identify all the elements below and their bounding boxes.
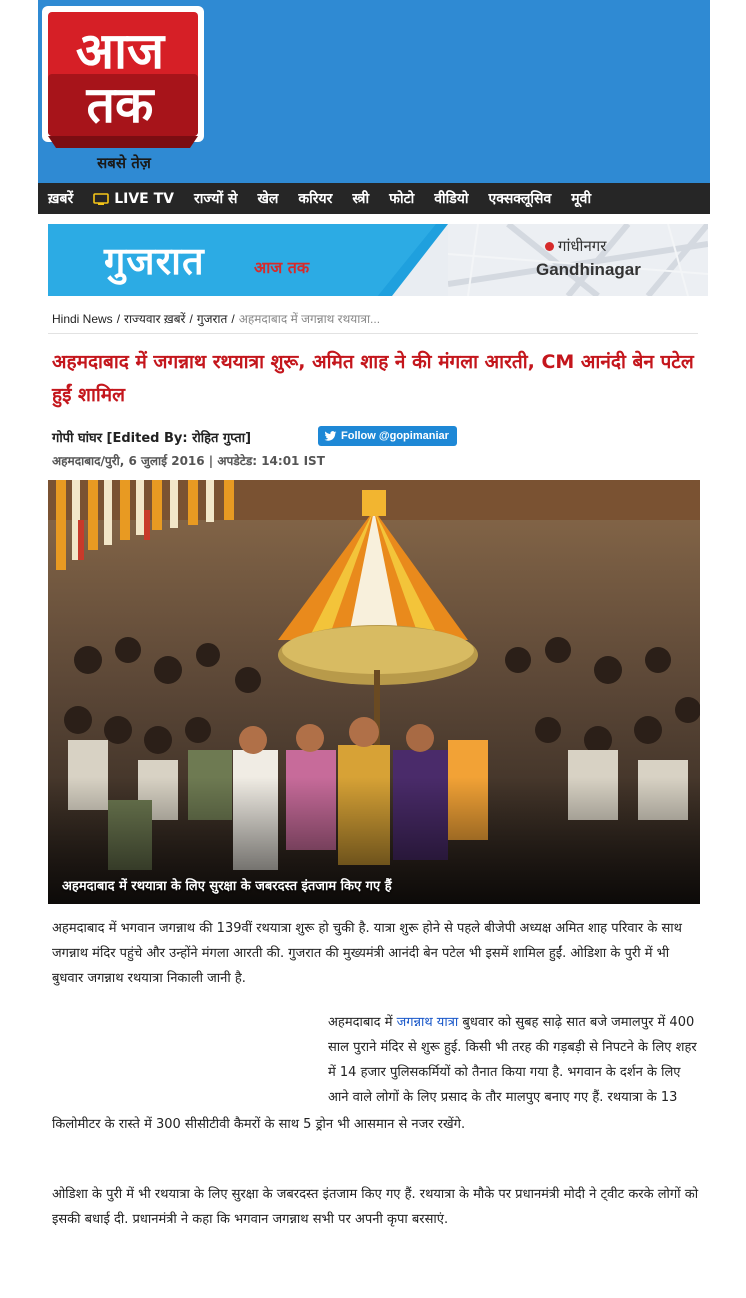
breadcrumb-home[interactable]: Hindi News: [52, 312, 113, 326]
page: [38, 0, 710, 1298]
nav-item-states[interactable]: राज्यों से: [193, 191, 238, 207]
svg-text:सबसे तेज़: सबसे तेज़: [97, 154, 151, 172]
svg-text:तक: तक: [86, 76, 154, 134]
article-image: [48, 480, 700, 904]
banner-subtitle: आज तक: [254, 258, 310, 277]
city-name-hindi: गांधीनगर: [558, 237, 607, 255]
map-pin-icon: [545, 242, 554, 251]
nav-item-exclusive[interactable]: एक्सक्लूसिव: [488, 191, 552, 207]
breadcrumb: Hindi News / राज्यवार ख़बरें / गुजरात / अहमदाबाद में जगन्नाथ रथयात्रा...: [52, 312, 381, 326]
article-dateline: अहमदाबाद/पुरी, 6 जुलाई 2016 | अपडेटेड: 14:01 IST: [52, 454, 325, 468]
image-caption: अहमदाबाद में रथयात्रा के लिए सुरक्षा के जबरदस्त इंतजाम किए गए हैं: [62, 879, 392, 894]
site-header: [38, 0, 710, 183]
divider: [48, 333, 698, 334]
nav-item-women[interactable]: स्त्री: [352, 191, 370, 207]
main-nav: [38, 183, 710, 214]
jagannath-yatra-link[interactable]: जगन्नाथ यात्रा: [396, 1015, 459, 1030]
nav-item-movie[interactable]: मूवी: [571, 191, 592, 207]
city-name-english: Gandhinagar: [536, 260, 641, 279]
breadcrumb-current: अहमदाबाद में जगन्नाथ रथयात्रा...: [238, 312, 381, 326]
article-headline: अहमदाबाद में जगन्नाथ रथयात्रा शुरू, अमित शाह ने की मंगला आरती, CM आनंदी बेन पटेल हुईं शामिल: [52, 351, 694, 406]
article-byline: गोपी घांघर [Edited By: रोहित गुप्ता]: [52, 431, 252, 446]
twitter-bird-icon: [324, 431, 337, 442]
article-paragraph-3: ओडिशा के पुरी में भी रथयात्रा के लिए सुरक्षा के जबरदस्त इंतजाम किए गए हैं. रथयात्रा के मौके पर प्रधानमंत्री मोदी ने ट्वीट करके लोगों को इसकी बधाई दी. प्रधानमंत्री ने कहा कि भगवान जगन्नाथ सभी पर अपनी कृपा बरसाएं.: [52, 1187, 699, 1227]
nav-item-video[interactable]: वीडियो: [434, 191, 469, 207]
article-paragraph-1: अहमदाबाद में भगवान जगन्नाथ की 139वीं रथयात्रा शुरू हो चुकी है. यात्रा शुरू होने से पहले बीजेपी अध्यक्ष अमित शाह परिवार के साथ जगन्नाथ मंदिर पहुंचे और उन्होंने मंगला आरती की. गुजरात की मुख्यमंत्री आनंदी बेन पटेल भी इसमें शामिल हुईं. ओडिशा के पुरी में भी बुधवार जगन्नाथ रथयात्रा निकाली जानी है.: [52, 921, 682, 986]
breadcrumb-states[interactable]: राज्यवार ख़बरें: [124, 312, 186, 326]
aajtak-logo[interactable]: [38, 0, 210, 178]
nav-item-career[interactable]: करियर: [298, 191, 333, 207]
nav-item-photo[interactable]: फोटो: [389, 191, 415, 207]
article-paragraph-2: अहमदाबाद में जगन्नाथ यात्रा बुधवार को सुबह साढ़े सात बजे जमालपुर में 400 साल पुराने मंदिर से शुरू हुई. किसी भी तरह की गड़बड़ी से निपटने के लिए शहर में 14 हजार पुलिसकर्मियों को तैनात किया गया है. भगवान के दर्शन के लिए आने वाले लोगों के लिए प्रसाद के तौर मालपुए बनाए गए हैं. रथयात्रा के 13: [328, 1015, 697, 1105]
svg-text:आज: आज: [75, 22, 165, 80]
banner-title: गुजरात: [104, 238, 205, 283]
twitter-follow-button[interactable]: Follow @gopimaniar: [318, 426, 457, 446]
rathyatra-photo: [48, 480, 700, 904]
breadcrumb-gujarat[interactable]: गुजरात: [196, 312, 228, 326]
nav-item-khabrein[interactable]: ख़बरें: [48, 191, 74, 207]
nav-item-live-tv[interactable]: LIVE TV: [83, 183, 184, 214]
gujarat-banner[interactable]: [48, 224, 708, 296]
tv-icon: [93, 193, 109, 205]
nav-item-sports[interactable]: खेल: [257, 191, 279, 207]
article-paragraph-2-tail: किलोमीटर के रास्ते में 300 सीसीटीवी कैमरों के साथ 5 ड्रोन भी आसमान से नजर रखेंगे.: [52, 1117, 466, 1132]
